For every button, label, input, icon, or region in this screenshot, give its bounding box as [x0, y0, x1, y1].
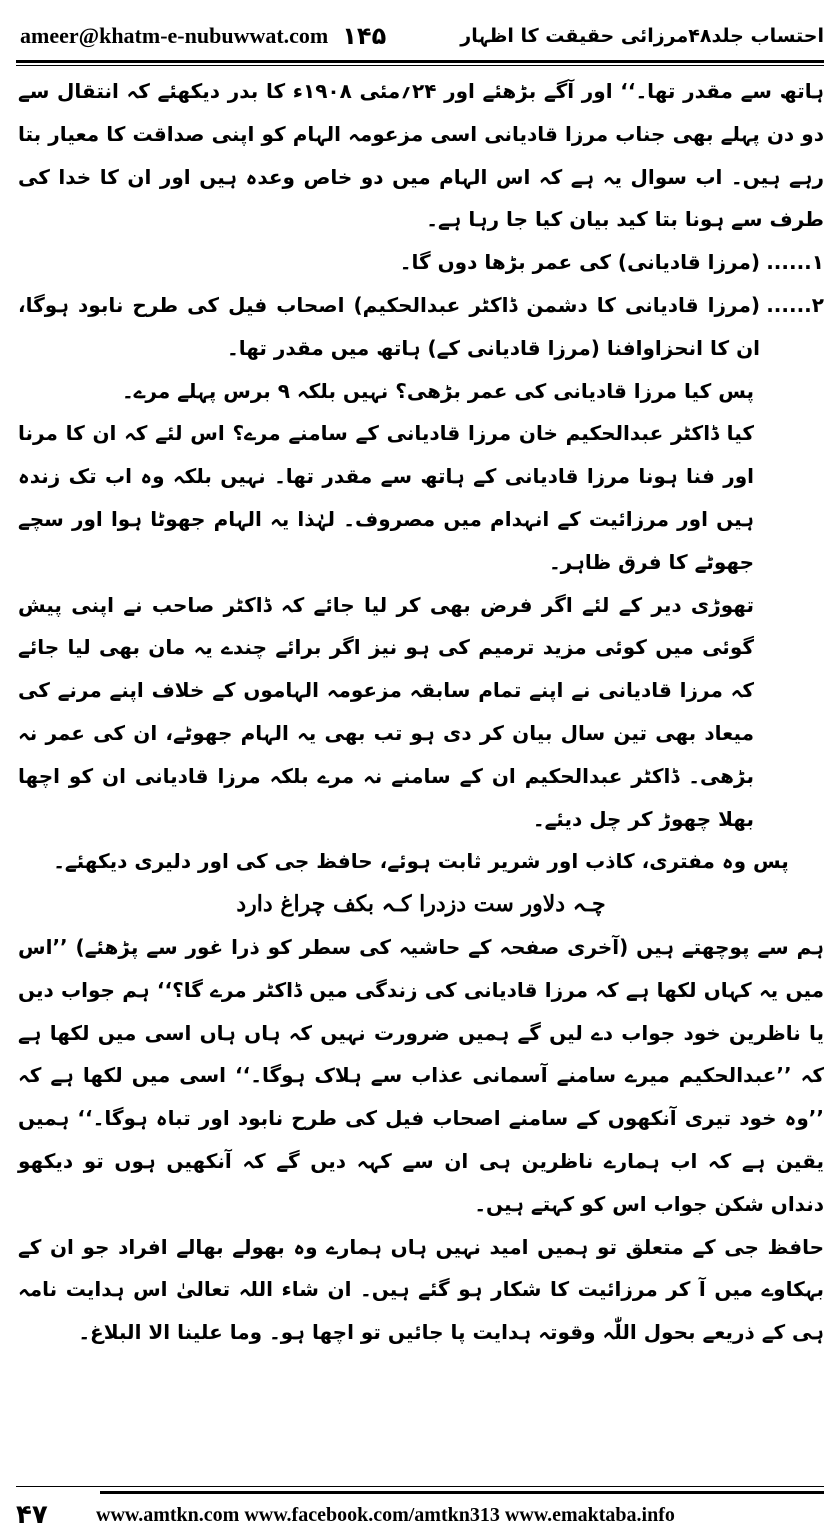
paragraph-1: ہاتھ سے مقدر تھا۔‘‘ اور آگے بڑھئے اور ۲۴؍مئی ۱۹۰۸ء کا بدر دیکھئے کہ انتقال سے دو دن پہلے بھی جناب مرزا قادیانی اسی مزعومہ الہام کو اپنی صداقت کا معیار بتا رہے ہیں۔ اب سوال یہ ہے کہ اس الہام میں دو خاص وعدہ ہیں اور ان کا خدا کی طرف سے ہونا بتا کید بیان کیا جا رہا ہے۔ — [18, 79, 824, 232]
body-text — [18, 70, 824, 1354]
page-header — [20, 18, 824, 54]
header-rule-thin — [16, 65, 824, 66]
header-rule — [16, 60, 824, 63]
paragraph-6: ہم سے پوچھتے ہیں (آخری صفحہ کے حاشیہ کی سطر کو ذرا غور سے پڑھئے) ’’اس میں یہ کہاں لکھا ہے کہ مرزا قادیانی کی زندگی میں ڈاکٹر مرے گا؟‘‘ ہم جواب دیں یا ناظرین خود جواب دے لیں گے ہمیں ضرورت نہیں کہ ہاں ہاں اسی میں لکھا ہے کہ ’’عبدالحکیم میرے سامنے آسمانی عذاب سے ہلاک ہوگا۔‘‘ اسی میں لکھا ہے کہ ’’وہ خود تیری آنکھوں کے سامنے اصحاب فیل کی طرح نابود اور تباہ ہوگا۔‘‘ ہمیں یقین ہے کہ اب ہمارے ناظرین ہی ان سے کہہ دیں گے کہ آنکھیں ہوں تو دیکھو دنداں شکن جواب اس کو کہتے ہیں۔ — [18, 934, 824, 1216]
paragraph-2: پس کیا مرزا قادیانی کی عمر بڑھی؟ نہیں بلکہ ۹ برس پہلے مرے۔ — [121, 378, 754, 403]
list-item-2-number: ۲...... — [766, 292, 824, 317]
paragraph-7: حافظ جی کے متعلق تو ہمیں امید نہیں ہاں ہمارے وہ بھولے بھالے افراد جو ان کے بہکاوے میں آ کر مرزائیت کا شکار ہو گئے ہیں۔ ان شاء اللہ تعالیٰ اس ہدایت نامہ ہی کے ذریعے بحول اللّٰہ وقوتہ ہدایت پا جائیں تو اچھا ہو۔ وما علینا الا البلاغ۔ — [18, 1234, 824, 1345]
persian-couplet: چـہ دلاور ست دزدرا کـہ بکف چراغ دارد — [236, 891, 606, 918]
footer-rule-thin — [16, 1486, 824, 1487]
header-left — [20, 22, 386, 50]
list-item-1-text: (مرزا قادیانی) کی عمر بڑھا دوں گا۔ — [399, 250, 760, 275]
page-footer — [16, 1496, 824, 1534]
header-page-number: ۱۴۵ — [342, 22, 387, 50]
paragraph-4: تھوڑی دیر کے لئے اگر فرض بھی کر لیا جائے کہ ڈاکٹر صاحب نے اپنی پیش گوئی میں کوئی مزید ترمیم کی ہو نیز اگر برائے چندے یہ مان بھی لیا جائے کہ مرزا قادیانی نے اپنے تمام سابقہ مزعومہ الہاموں کے خلاف اپنے مرنے کی میعاد بھی تین سال بیان کر دی ہو تب بھی یہ الہام جھوٹے، ان کی عمر نہ بڑھی۔ ڈاکٹر عبدالحکیم ان کے سامنے نہ مرے بلکہ مرزا قادیانی ان کو اچھا بھلا چھوڑ کر چل دیئے۔ — [18, 592, 754, 831]
footer-page-number: ۴۷ — [16, 1500, 48, 1530]
list-item-1-number: ۱...... — [766, 250, 824, 275]
paragraph-3: کیا ڈاکٹر عبدالحکیم خان مرزا قادیانی کے سامنے مرے؟ اس لئے کہ ان کا مرنا اور فنا ہونا مرزا قادیانی کے ہاتھ سے مقدر تھا۔ نہیں بلکہ وہ اب تک زندہ ہیں اور مرزائیت کے انہدام میں مصروف۔ لہٰذا یہ الہام جھوٹا ہوا اور سچے جھوٹے کا فرق ظاہر۔ — [18, 421, 754, 574]
footer-links[interactable]: www.amtkn.com www.facebook.com/amtkn313 www.emaktaba.info — [96, 1503, 675, 1526]
list-item-2-text: (مرزا قادیانی کا دشمن ڈاکٹر عبدالحکیم) اصحاب فیل کی طرح نابود ہوگا، ان کا انحزاوافنا (مرزا قادیانی کے) ہاتھ میں مقدر تھا۔ — [18, 292, 760, 360]
list-item-2 — [18, 284, 824, 370]
footer-rule — [100, 1491, 824, 1494]
paragraph-5: پس وہ مفتری، کاذب اور شریر ثابت ہوئے، حافظ جی کی اور دلیری دیکھئے۔ — [53, 849, 789, 874]
header-title: احتساب جلد۴۸مرزائی حقیقت کا اظہار — [460, 25, 824, 47]
list-item-1 — [18, 241, 824, 284]
header-email: ameer@khatm-e-nubuwwat.com — [20, 23, 329, 48]
